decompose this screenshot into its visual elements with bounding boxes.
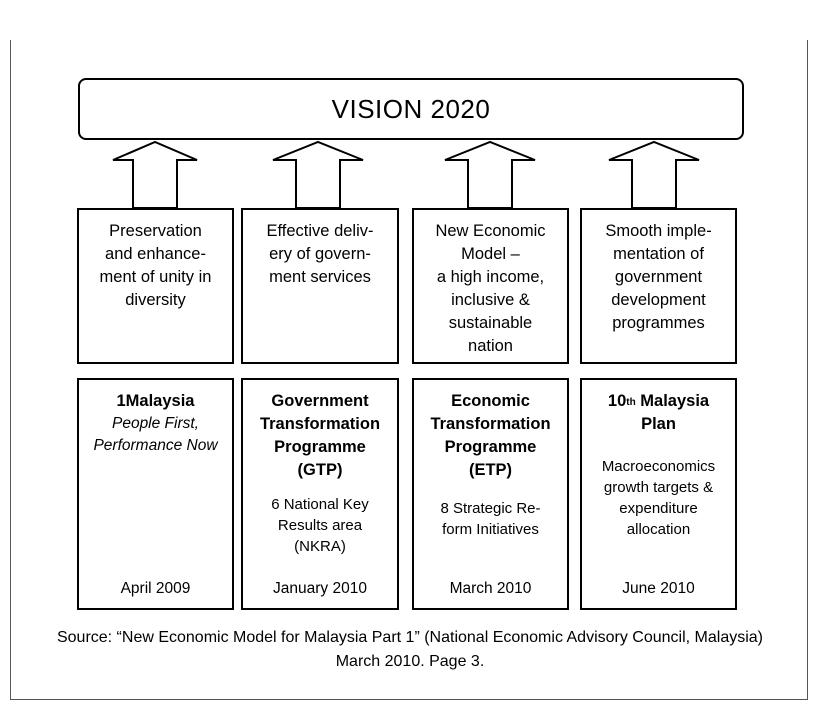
- text-line: People First,: [111, 415, 199, 432]
- programme-description-4: [582, 456, 735, 540]
- programme-title-4-sup: th: [626, 397, 636, 408]
- text-line: New Economic: [435, 222, 546, 240]
- goal-text-2: [243, 220, 397, 289]
- text-line: (GTP): [297, 461, 343, 479]
- programme-date-1: April 2009: [120, 580, 191, 597]
- programme-box-4: [580, 378, 737, 610]
- text-line: ment of unity in: [99, 268, 212, 286]
- goal-box-3: [412, 208, 569, 364]
- text-line: ery of govern-: [269, 245, 371, 263]
- source-citation: [20, 626, 800, 674]
- programme-date-4: June 2010: [622, 580, 695, 597]
- goal-box-2: [241, 208, 399, 364]
- text-line: Programme: [274, 438, 366, 456]
- programme-box-3: [412, 378, 569, 610]
- text-line: Programme: [444, 438, 537, 456]
- text-line: inclusive &: [451, 291, 530, 309]
- text-line: 1Malaysia: [116, 392, 195, 410]
- text-line: growth targets &: [603, 479, 714, 496]
- programme-box-2: [241, 378, 399, 610]
- text-line: expenditure: [619, 500, 698, 517]
- text-line: a high income,: [436, 268, 545, 286]
- text-line: Results area: [277, 517, 363, 534]
- text-line: Macroeconomics: [601, 458, 716, 475]
- text-line: Government: [271, 392, 369, 410]
- text-line: Effective deliv-: [266, 222, 374, 240]
- text-line: March 2010. Page 3.: [335, 653, 485, 670]
- text-line: (NKRA): [294, 538, 346, 555]
- text-line: (ETP): [468, 461, 513, 479]
- text-line: development: [611, 291, 706, 309]
- text-line: Model –: [461, 245, 520, 263]
- programme-title-2: [243, 390, 397, 482]
- goal-text-4: [582, 220, 735, 335]
- goal-box-4: [580, 208, 737, 364]
- programme-title-3: [414, 390, 567, 482]
- text-line: Plan: [641, 415, 676, 433]
- text-line: form Initiatives: [442, 521, 539, 538]
- text-line: and enhance-: [105, 245, 206, 263]
- text-line: 6 National Key: [271, 496, 369, 513]
- goal-box-1: [77, 208, 234, 364]
- programme-description-3: [414, 498, 567, 540]
- text-line: diversity: [125, 291, 186, 309]
- text-line: Economic: [451, 392, 530, 410]
- text-line: Transformation: [259, 415, 381, 433]
- programme-title-4: [582, 390, 735, 436]
- vision-title: VISION 2020: [331, 93, 491, 124]
- text-line: sustainable: [448, 314, 533, 332]
- goal-text-1: [79, 220, 232, 312]
- programme-title-4-prefix: 10: [607, 392, 627, 410]
- text-line: Source: “New Economic Model for Malaysia Part 1” (National Economic Advisory Council, Malaysia): [56, 629, 764, 646]
- text-line: nation: [468, 337, 513, 355]
- text-line: mentation of: [613, 245, 704, 263]
- programme-title-4-rest: [582, 413, 735, 436]
- text-line: ment services: [269, 268, 371, 286]
- programme-box-1: [77, 378, 234, 610]
- programme-description-2: [243, 494, 397, 557]
- arrow-3: [445, 142, 535, 208]
- text-line: government: [614, 268, 703, 286]
- text-line: programmes: [612, 314, 705, 332]
- programme-title-4-suffix: Malaysia: [635, 392, 710, 410]
- text-line: Smooth imple-: [605, 222, 712, 240]
- text-line: Preservation: [109, 222, 202, 240]
- programme-date-2: January 2010: [273, 580, 367, 597]
- programme-date-3: March 2010: [449, 580, 532, 597]
- text-line: 8 Strategic Re-: [440, 500, 541, 517]
- text-line: allocation: [626, 521, 691, 538]
- arrow-1: [113, 142, 197, 208]
- arrow-2: [273, 142, 363, 208]
- text-line: Performance Now: [93, 437, 218, 454]
- programme-tagline-1: [79, 413, 232, 457]
- programme-title-1: [79, 390, 232, 413]
- goal-text-3: [414, 220, 567, 358]
- text-line: Transformation: [430, 415, 551, 433]
- arrow-4: [609, 142, 699, 208]
